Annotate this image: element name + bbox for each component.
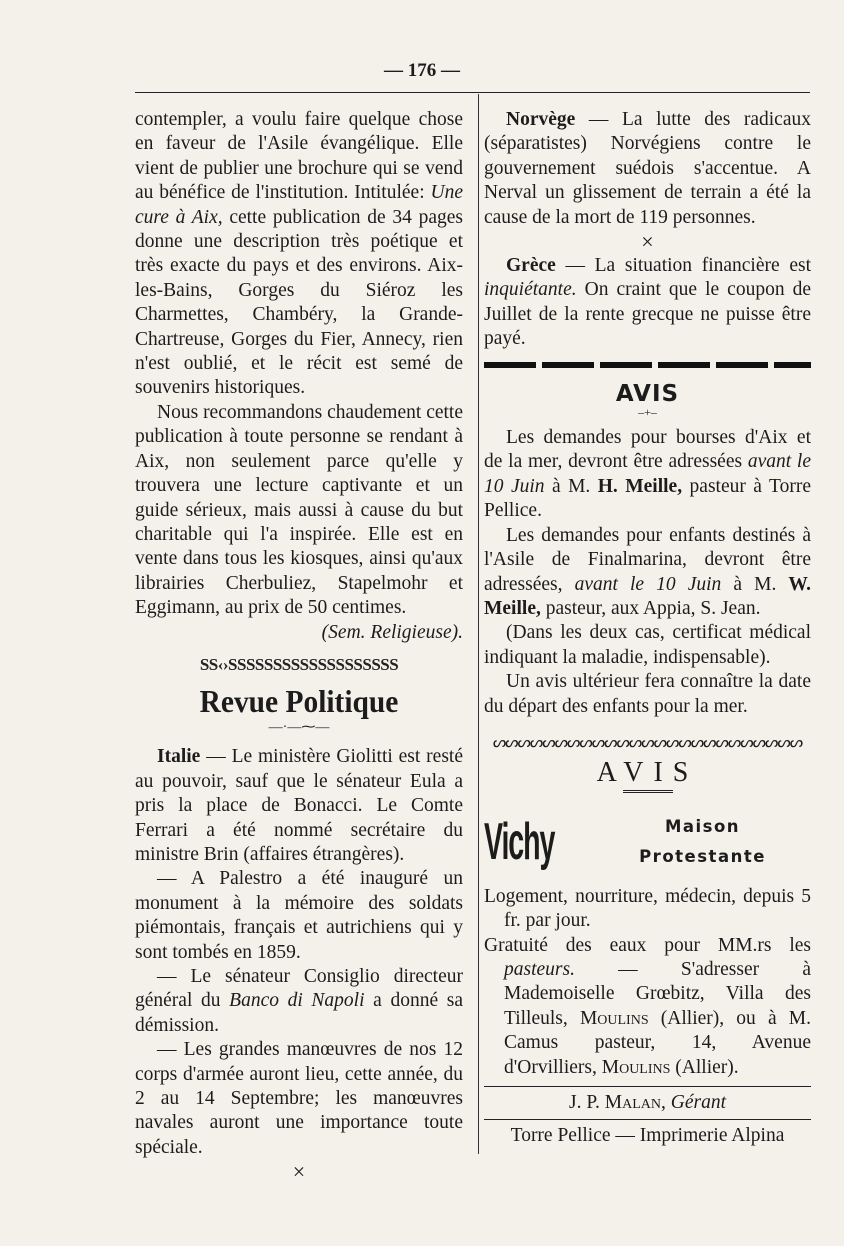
aix-brochure-paragraph: contempler, a voulu faire quelque chose en faveur de l'Asile évangélique. Elle vient de publier une brochure qui se vend au bénéfice de l'institution. Intitulée: Une cure à Aix, cette publication de 34 pages donne une description très poétique et très exacte du pays et des environs. Aix-les-Bains, Gorges du Siéroz les Charmettes, Chambéry, la Grande-Chartreuse, Gorges du Fier, Annecy, rien n'est oublié, et le récit est semé de souvenirs historiques.: [135, 109, 463, 399]
vichy-logo: Vichy: [484, 812, 555, 871]
avis2-heading: AVIS: [596, 757, 699, 789]
norvege-paragraph: Norvège — La lutte des radicaux (séparatistes) Norvégiens contre le gouvernement suédois s'accentue. A Nerval un glissement de terrain a été la cause de la mort de 119 personnes.: [484, 109, 811, 228]
italie-label: Italie: [157, 746, 201, 768]
grece-paragraph: Grèce — La situation financière est inquiétante. On craint que le coupon de Juillet de la rente grecque ne puisse être payé.: [484, 255, 811, 350]
left-column: [135, 108, 463, 1184]
heading-ornament: —·—⁓—: [268, 720, 330, 736]
consiglio-paragraph: — Le sénateur Consiglio directeur général du Banco di Napoli a donné sa démission.: [135, 966, 463, 1036]
brochure-title: Une cure à Aix,: [135, 182, 463, 228]
printer-rule: [484, 1119, 811, 1120]
dashed-bar-divider: [484, 362, 811, 368]
italie-paragraph: Italie — Le ministère Giolitti est resté au pouvoir, sauf que le sénateur Eula a pris la place de Bonacci. Le Comte Ferrari a été nommé secrétaire du ministre Brin (affaires étrangères).: [135, 746, 463, 865]
logement-paragraph: Logement, nourriture, médecin, depuis 5 fr. par jour.: [484, 885, 811, 932]
header-rule: [135, 92, 810, 93]
page-number: — 176 —: [384, 60, 460, 81]
vichy-advert-header: [484, 803, 811, 881]
section-cross: ×: [641, 229, 654, 255]
bourses-paragraph: Les demandes pour bourses d'Aix et de la mer, devront être adressées avant le 10 Juin à M. H. Meille, pasteur à Torre Pellice.: [484, 427, 811, 522]
avis2-rule: [623, 790, 673, 793]
enfants-paragraph: Les demandes pour enfants destinés à l'Asile de Finalmarina, devront être adressées, avant le 10 Juin à M. W. Meille, pasteur, aux Appia, S. Jean.: [484, 524, 811, 619]
wave-ornament: ᔕᔕᔕᔕᔕᔕᔕᔕᔕᔕᔕᔕᔕᔕᔕᔕᔕᔕᔕᔕᔕᔕᔕᔕᔕ: [492, 734, 803, 751]
right-column: [484, 108, 811, 1149]
manoeuvres-paragraph: — Les grandes manœuvres de nos 12 corps d'armée auront lieu, cette année, du 2 au 14 Septembre; les manœuvres navales auront une importance toute spéciale.: [135, 1039, 463, 1158]
grece-label: Grèce: [506, 255, 556, 277]
column-divider: [478, 94, 479, 1154]
certificat-paragraph: (Dans les deux cas, certificat médical indiquant la maladie, indispensable).: [484, 622, 811, 668]
source-citation: (Sem. Religieuse).: [321, 621, 463, 643]
section-cross: ×: [292, 1159, 306, 1185]
avis-ornament: –+–: [638, 405, 657, 420]
gerant-line: J. P. Malan, Gérant: [569, 1092, 726, 1113]
revue-politique-heading: Revue Politique: [199, 683, 399, 720]
norvege-label: Norvège: [506, 109, 576, 130]
maison-protestante: Maison Protestante: [639, 816, 766, 866]
gratuite-paragraph: Gratuité des eaux pour MM.rs les pasteurs. — S'adresser à Mademoiselle Grœbitz, Villa des Tilleuls, Moulins (Allier), ou à M. Camus pasteur, 14, Avenue d'Orvilliers, Moulins (Allier).: [484, 934, 811, 1078]
gerant-rule: [484, 1086, 811, 1087]
avis-heading: AVIS: [615, 380, 680, 407]
ulterieur-paragraph: Un avis ultérieur fera connaître la date du départ des enfants pour la mer.: [484, 671, 811, 717]
ornament-divider: SS‹›SSSSSSSSSSSSSSSSSSS: [199, 654, 399, 674]
printer-line: Torre Pellice — Imprimerie Alpina: [510, 1125, 785, 1147]
recommendation-paragraph: Nous recommandons chaudement cette publication à toute personne se rendant à Aix, non seulement parce qu'elle y trouvera une lecture captivante et un guide sérieux, mais aussi à cause du but charitable qui l'a inspirée. Elle est en vente dans tous les kiosques, ainsi qu'aux librairies Cherbuliez, Stapelmohr et Eggimann, au prix de 50 centimes.: [135, 401, 463, 619]
palestro-paragraph: — A Palestro a été inauguré un monument à la mémoire des soldats piémontais, français et autrichiens qui y sont tombés en 1859.: [135, 868, 463, 963]
bank-name: Banco di Napoli: [229, 990, 365, 1012]
